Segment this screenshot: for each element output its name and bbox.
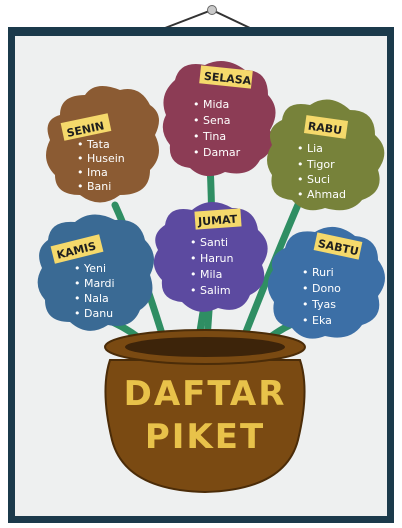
day-label: SABTU <box>316 236 360 259</box>
name-item: • Yeni <box>74 262 107 275</box>
day-label: KAMIS <box>55 239 98 262</box>
name-item: • Sena <box>193 114 231 127</box>
name-item: • Tata <box>77 138 110 151</box>
name-item: • Salim <box>190 284 231 297</box>
name-item: • Ima <box>77 166 108 179</box>
hanger <box>165 6 250 29</box>
flower-rabu <box>267 100 384 211</box>
name-item: • Bani <box>77 180 112 193</box>
name-item: • Tigor <box>297 158 335 171</box>
name-item: • Harun <box>190 252 234 265</box>
name-item: • Ruri <box>302 266 334 279</box>
name-item: • Mila <box>190 268 223 281</box>
name-item: • Mardi <box>74 277 115 290</box>
name-item: • Santi <box>190 236 229 249</box>
day-label: RABU <box>307 119 343 138</box>
day-label: SELASA <box>203 69 252 88</box>
day-label: JUMAT <box>197 212 238 229</box>
name-item: • Suci <box>297 173 331 186</box>
name-item: • Lia <box>297 142 323 155</box>
day-label: SENIN <box>65 119 106 140</box>
name-item: • Mida <box>193 98 230 111</box>
name-item: • Ahmad <box>297 188 346 201</box>
name-item: • Tina <box>193 130 227 143</box>
name-item: • Eka <box>302 314 332 327</box>
poster-title-line1: DAFTAR <box>123 374 287 414</box>
name-item: • Danu <box>74 307 114 320</box>
name-item: • Nala <box>74 292 109 305</box>
flower-selasa <box>163 61 276 176</box>
name-item: • Damar <box>193 146 241 159</box>
name-item: • Tyas <box>302 298 336 311</box>
name-item: • Dono <box>302 282 341 295</box>
flower-kamis <box>38 214 154 330</box>
poster-title-line2: PIKET <box>144 417 266 457</box>
name-item: • Husein <box>77 152 125 165</box>
pot <box>105 330 305 492</box>
